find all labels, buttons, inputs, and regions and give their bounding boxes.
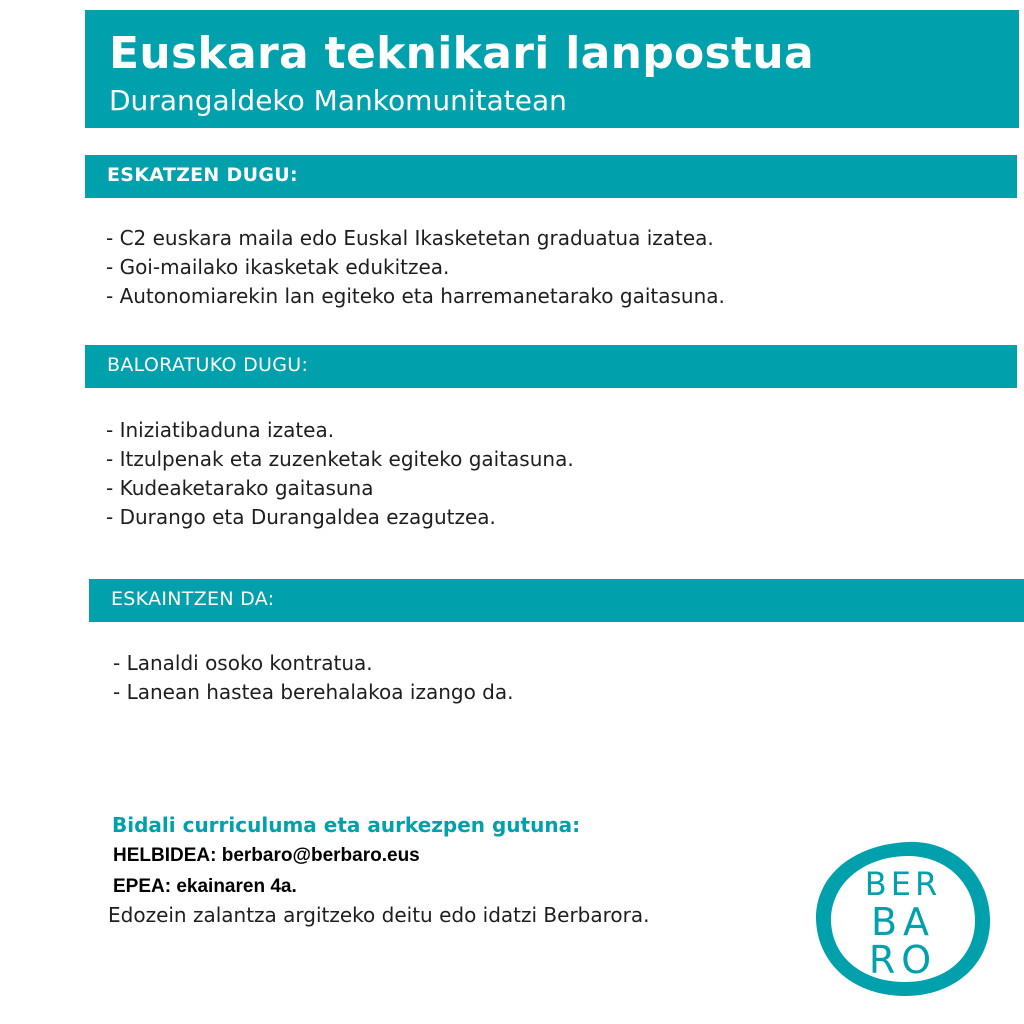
title-banner [85,10,1019,128]
berbaro-logo [811,837,993,999]
email-line[interactable]: HELBIDEA: berbaro@berbaro.eus [113,845,420,866]
list-item: - Kudeaketarako gaitasuna [106,476,374,500]
list-item: - Lanaldi osoko kontratua. [113,651,373,675]
section-heading-offer: ESKAINTZEN DA: [111,588,275,610]
list-item: - C2 euskara maila edo Euskal Ikasketetan graduatua izatea. [106,226,714,250]
deadline-line: EPEA: ekainaren 4a. [113,876,297,897]
page-subtitle: Durangaldeko Mankomunitatean [109,84,567,117]
section-heading-valued: BALORATUKO DUGU: [107,354,309,376]
section-bar-requirements [85,155,1017,198]
list-item: - Durango eta Durangaldea ezagutzea. [106,505,496,529]
page-title: Euskara teknikari lanpostua [109,28,814,79]
logo-line-1: BER [864,865,942,903]
logo-line-2: BA [870,900,936,944]
list-item: - Autonomiarekin lan egiteko eta harremanetarako gaitasuna. [106,284,725,308]
contact-note: Edozein zalantza argitzeko deitu edo idatzi Berbarora. [108,903,650,927]
valued-list [106,416,574,532]
list-item: - Itzulpenak eta zuzenketak egiteko gaitasuna. [106,447,574,471]
application-heading: Bidali curriculuma eta aurkezpen gutuna: [112,813,581,837]
requirements-list [106,224,725,311]
list-item: - Goi-mailako ikasketak edukitzea. [106,255,450,279]
logo-line-3: RO [868,938,938,982]
list-item: - Lanean hastea berehalakoa izango da. [113,680,514,704]
section-bar-valued [85,345,1017,388]
section-heading-requirements: ESKATZEN DUGU: [107,164,298,186]
offer-list [113,649,514,707]
list-item: - Iniziatibaduna izatea. [106,418,335,442]
section-bar-offer [89,579,1024,622]
